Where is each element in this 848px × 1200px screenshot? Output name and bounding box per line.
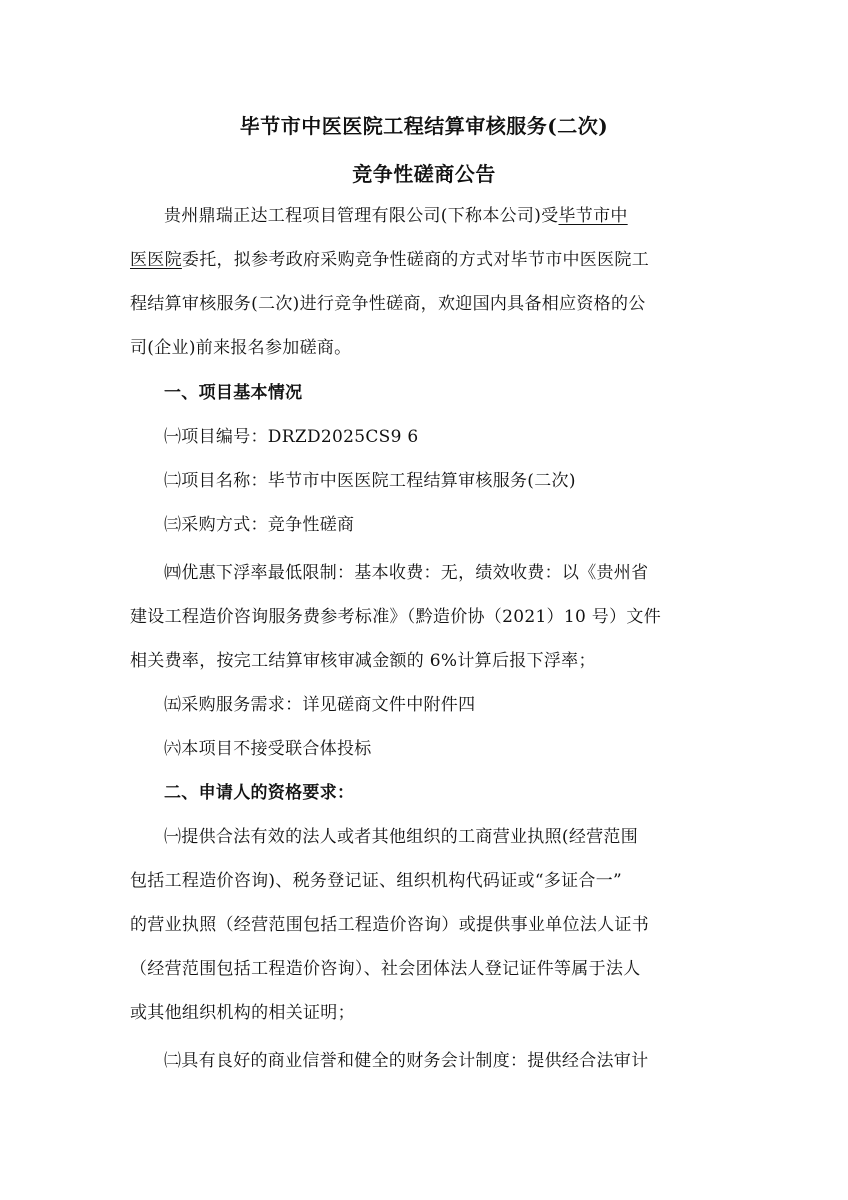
hospital-name-underlined: 毕节市中 bbox=[558, 206, 628, 226]
item-discount-rate-line-1: ㈣优惠下浮率最低限制：基本收费：无，绩效收费：以《贵州省 bbox=[164, 563, 649, 583]
intro-line-3: 程结算审核服务(二次)进行竞争性磋商，欢迎国内具备相应资格的公 bbox=[130, 294, 646, 314]
item-discount-rate-line-2: 建设工程造价咨询服务费参考标准》（黔造价协（2021）10 号）文件 bbox=[130, 607, 661, 627]
intro-text: 委托，拟参考政府采购竞争性磋商的方式对毕节市中医医院工 bbox=[181, 250, 650, 270]
qualification-1-line-4: （经营范围包括工程造价咨询）、社会团体法人登记证件等属于法人 bbox=[130, 959, 641, 979]
intro-line-2 bbox=[130, 248, 720, 272]
intro-text: 贵州鼎瑞正达工程项目管理有限公司(下称本公司)受 bbox=[164, 206, 559, 226]
section-2-heading: 二、申请人的资格要求： bbox=[164, 783, 355, 803]
item-project-name: ㈡项目名称：毕节市中医医院工程结算审核服务(二次) bbox=[164, 471, 576, 491]
intro-line-4: 司(企业)前来报名参加磋商。 bbox=[130, 338, 352, 358]
document-title-line-1: 毕节市中医医院工程结算审核服务(二次) bbox=[239, 114, 609, 138]
item-procurement-method: ㈢采购方式：竞争性磋商 bbox=[164, 515, 355, 535]
qualification-1-line-3: 的营业执照（经营范围包括工程造价咨询）或提供事业单位法人证书 bbox=[130, 915, 649, 935]
document-title-line-2: 竞争性磋商公告 bbox=[352, 162, 496, 186]
hospital-name-underlined-cont: 医医院 bbox=[130, 250, 182, 270]
item-service-requirements: ㈤采购服务需求：详见磋商文件中附件四 bbox=[164, 695, 476, 715]
qualification-1-line-1: ㈠提供合法有效的法人或者其他组织的工商营业执照(经营范围 bbox=[164, 827, 639, 847]
item-project-number: ㈠项目编号：DRZD2025CS9 6 bbox=[164, 427, 419, 447]
qualification-1-line-5: 或其他组织机构的相关证明； bbox=[130, 1003, 355, 1023]
item-discount-rate-line-3: 相关费率，按完工结算审核审减金额的 6%计算后报下浮率； bbox=[130, 651, 596, 671]
qualification-2-line-1: ㈡具有良好的商业信誉和健全的财务会计制度：提供经合法审计 bbox=[164, 1051, 649, 1071]
qualification-1-line-2: 包括工程造价咨询)、税务登记证、组织机构代码证或“多证合一” bbox=[130, 871, 623, 891]
section-1-heading: 一、项目基本情况 bbox=[164, 383, 303, 403]
intro-line-1 bbox=[130, 204, 720, 228]
item-no-consortium: ㈥本项目不接受联合体投标 bbox=[164, 739, 372, 759]
